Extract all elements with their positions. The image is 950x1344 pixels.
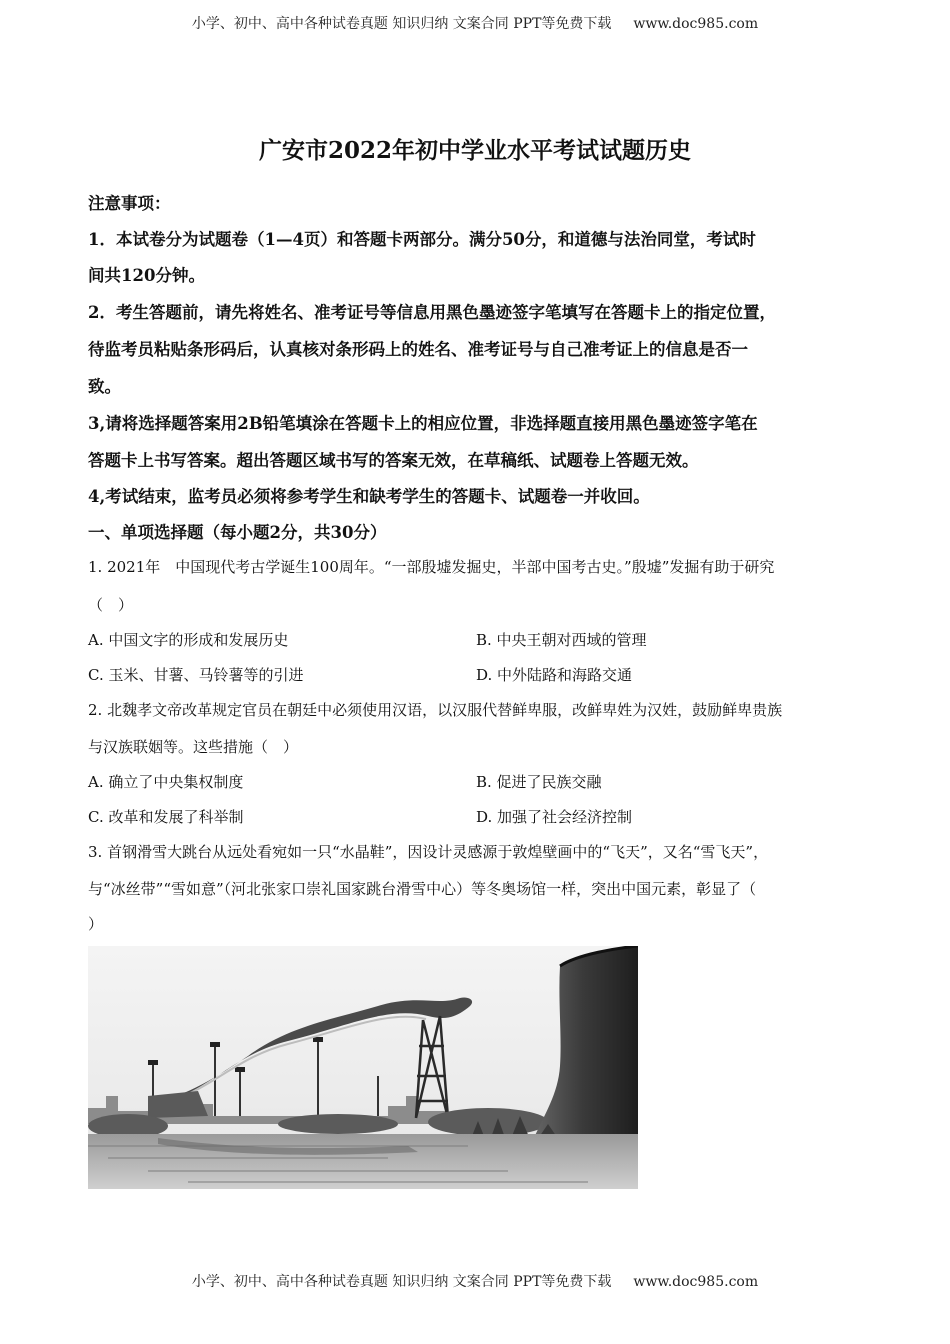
page-footer	[0, 1271, 950, 1291]
q2-option-b[interactable]: B. 促进了民族交融	[476, 773, 602, 791]
header-text: 小学、初中、高中各种试卷真题 知识归纳 文案合同 PPT等免费下载	[191, 16, 612, 32]
page-header	[0, 13, 950, 33]
notes-line: 4,考试结束，监考员必须将参考学生和缺考学生的答题卡、试题卷一并收回。	[88, 487, 650, 506]
q2-stem: 2. 北魏孝文帝改革规定官员在朝廷中必须使用汉语，以汉服代替鲜卑服，改鲜卑姓为汉姓，鼓励鲜卑贵族	[88, 701, 783, 719]
q3-stem: 3. 首钢滑雪大跳台从远处看宛如一只“水晶鞋”，因设计灵感源于敦煌壁画中的“飞天”，又名“雪飞天”，	[88, 843, 769, 861]
q1-option-a[interactable]: A. 中国文字的形成和发展历史	[88, 631, 289, 649]
footer-text: 小学、初中、高中各种试卷真题 知识归纳 文案合同 PPT等免费下载	[191, 1274, 612, 1290]
notes-heading: 注意事项：	[88, 194, 171, 213]
header-url[interactable]: www.doc985.com	[633, 16, 759, 32]
section-heading: 一、单项选择题（每小题2分，共30分）	[88, 523, 387, 542]
q1-option-d[interactable]: D. 中外陆路和海路交通	[476, 666, 633, 684]
notes-line: 答题卡上书写答案。超出答题区域书写的答案无效，在草稿纸、试题卷上答题无效。	[88, 451, 699, 470]
q1-option-c[interactable]: C. 玉米、甘薯、马铃薯等的引进	[88, 666, 304, 684]
page-title: 广安市2022年初中学业水平考试试题历史	[258, 137, 691, 164]
footer-url[interactable]: www.doc985.com	[633, 1274, 759, 1290]
notes-line: 间共120分钟。	[88, 266, 205, 285]
q3-stem-blank: ）	[88, 915, 104, 933]
q2-option-c[interactable]: C. 改革和发展了科举制	[88, 808, 244, 826]
q2-option-d[interactable]: D. 加强了社会经济控制	[476, 808, 633, 826]
q2-option-a[interactable]: A. 确立了中央集权制度	[88, 773, 244, 791]
q2-stem-cont: 与汉族联姻等。这些措施（ ）	[88, 738, 299, 756]
q1-stem: 1. 2021年 中国现代考古学诞生100周年。“一部殷墟发掘史，半部中国考古史。”殷墟”发掘有助于研究	[88, 558, 775, 576]
notes-line: 1．本试卷分为试题卷（1—4页）和答题卡两部分。满分50分，和道德与法治同堂，考试时	[88, 230, 756, 249]
notes-line: 3,请将选择题答案用2B铅笔填涂在答题卡上的相应位置，非选择题直接用黑色墨迹签字笔在	[88, 414, 758, 433]
q1-option-b[interactable]: B. 中央王朝对西域的管理	[476, 631, 647, 649]
notes-line: 待监考员粘贴条形码后，认真核对条形码上的姓名、准考证号与自己准考证上的信息是否一	[88, 340, 748, 359]
notes-line: 致。	[88, 377, 121, 396]
notes-line: 2．考生答题前，请先将姓名、准考证号等信息用黑色墨迹签字笔填写在答题卡上的指定位置，	[88, 303, 776, 322]
ski-jump-photo	[88, 946, 638, 1189]
q3-stem-cont: 与“冰丝带”“雪如意”（河北张家口崇礼国家跳台滑雪中心）等冬奥场馆一样，突出中国元素，彰显了（	[88, 880, 757, 898]
q1-stem-blank: （ ）	[88, 596, 134, 614]
